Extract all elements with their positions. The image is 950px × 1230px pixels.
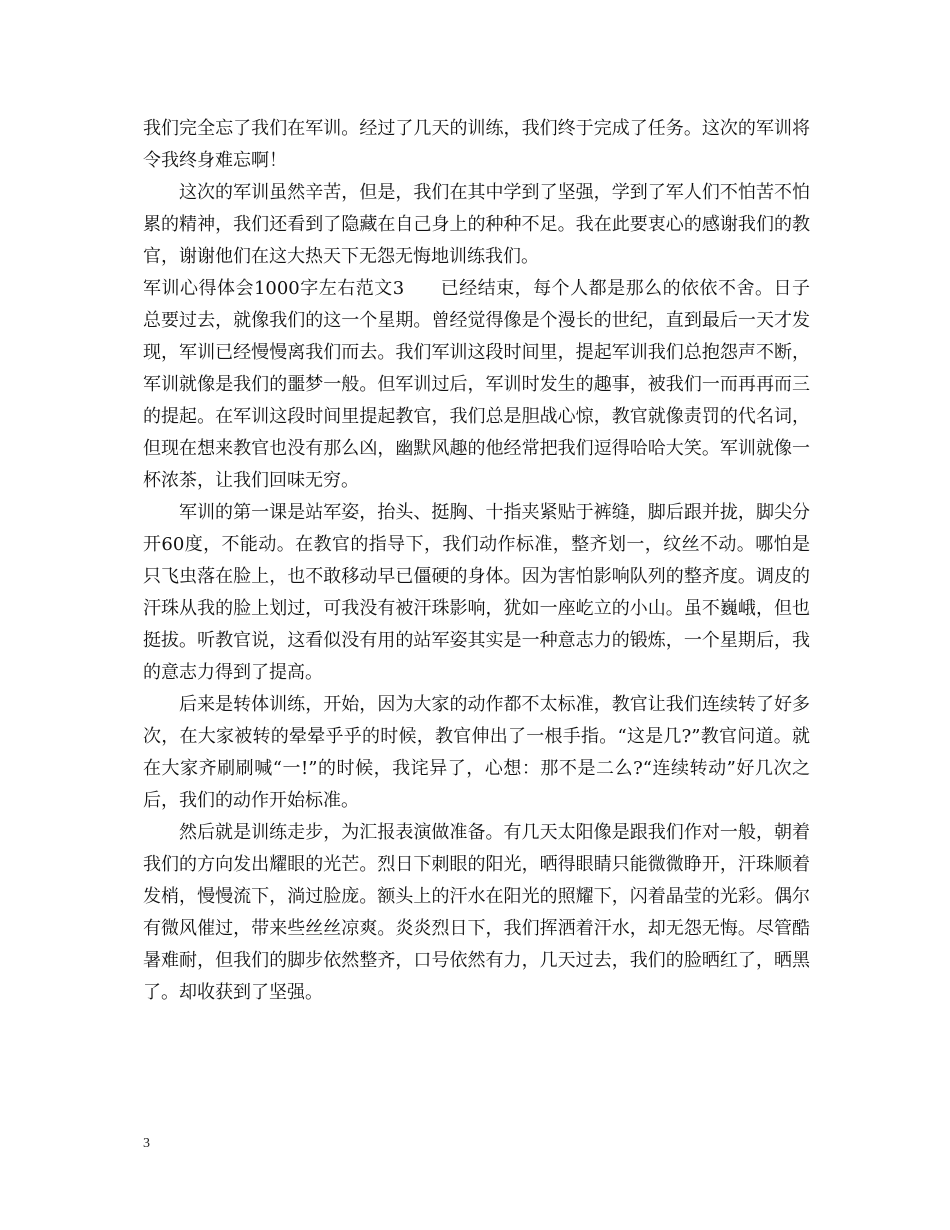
section-text: 已经结束，每个人都是那么的依依不舍。日子总要过去，就像我们的这一个星期。曾经觉得像是个漫长的世纪，直到最后一天才发现，军训已经慢慢离我们而去。我们军训这段时间里，提起军训我们总抱怨声不断，军训就像是我们的噩梦一般。但军训过后，军训时发生的趣事，被我们一而再再而三的提起。在军训这段时间里提起教官，我们总是胆战心惊，教官就像责罚的代名词，但现在想来教官也没有那么凶，幽默风趣的他经常把我们逗得哈哈大笑。军训就像一杯浓茶，让我们回味无穷。 [143, 278, 811, 491]
paragraph-standing-drill: 军训的第一课是站军姿，抬头、挺胸、十指夹紧贴于裤缝，脚后跟并拢，脚尖分开60度，不能动。在教官的指导下，我们动作标准，整齐划一，纹丝不动。哪怕是只飞虫落在脸上，也不敢移动早已僵硬的身体。因为害怕影响队列的整齐度。调皮的汗珠从我的脸上划过，可我没有被汗珠影响，犹如一座屹立的小山。虽不巍峨，但也挺拔。听教官说，这看似没有用的站军姿其实是一种意志力的锻炼，一个星期后，我的意志力得到了提高。 [143, 502, 810, 683]
paragraph-1: 我们完全忘了我们在军训。经过了几天的训练，我们终于完成了任务。这次的军训将令我终身难忘啊！ [143, 118, 810, 171]
document-body [143, 113, 810, 1009]
paragraph-2: 这次的军训虽然辛苦，但是，我们在其中学到了坚强，学到了军人们不怕苦不怕累的精神，我们还看到了隐藏在自己身上的种种不足。我在此要衷心的感谢我们的教官，谢谢他们在这大热天下无怨无悔地训练我们。 [143, 182, 810, 267]
section-heading: 军训心得体会1000字左右范文3 [143, 278, 405, 299]
paragraph-marching-drill: 然后就是训练走步，为汇报表演做准备。有几天太阳像是跟我们作对一般，朝着我们的方向发出耀眼的光芒。烈日下刺眼的阳光，晒得眼睛只能微微睁开，汗珠顺着发梢，慢慢流下，淌过脸庞。额头上的汗水在阳光的照耀下，闪着晶莹的光彩。偶尔有微风催过，带来些丝丝凉爽。炎炎烈日下，我们挥洒着汗水，却无怨无悔。尽管酷暑难耐，但我们的脚步依然整齐，口号依然有力，几天过去，我们的脸晒红了，晒黑了。却收获到了坚强。 [143, 822, 810, 1003]
paragraph-turning-drill: 后来是转体训练，开始，因为大家的动作都不太标准，教官让我们连续转了好多次，在大家被转的晕晕乎乎的时候，教官伸出了一根手指。“这是几?”教官问道。就在大家齐刷刷喊“一!”的时候，我诧异了，心想：那不是二么?“连续转动”好几次之后，我们的动作开始标准。 [143, 694, 810, 811]
section-paragraph [143, 273, 810, 497]
page-number: 3 [143, 1136, 150, 1151]
